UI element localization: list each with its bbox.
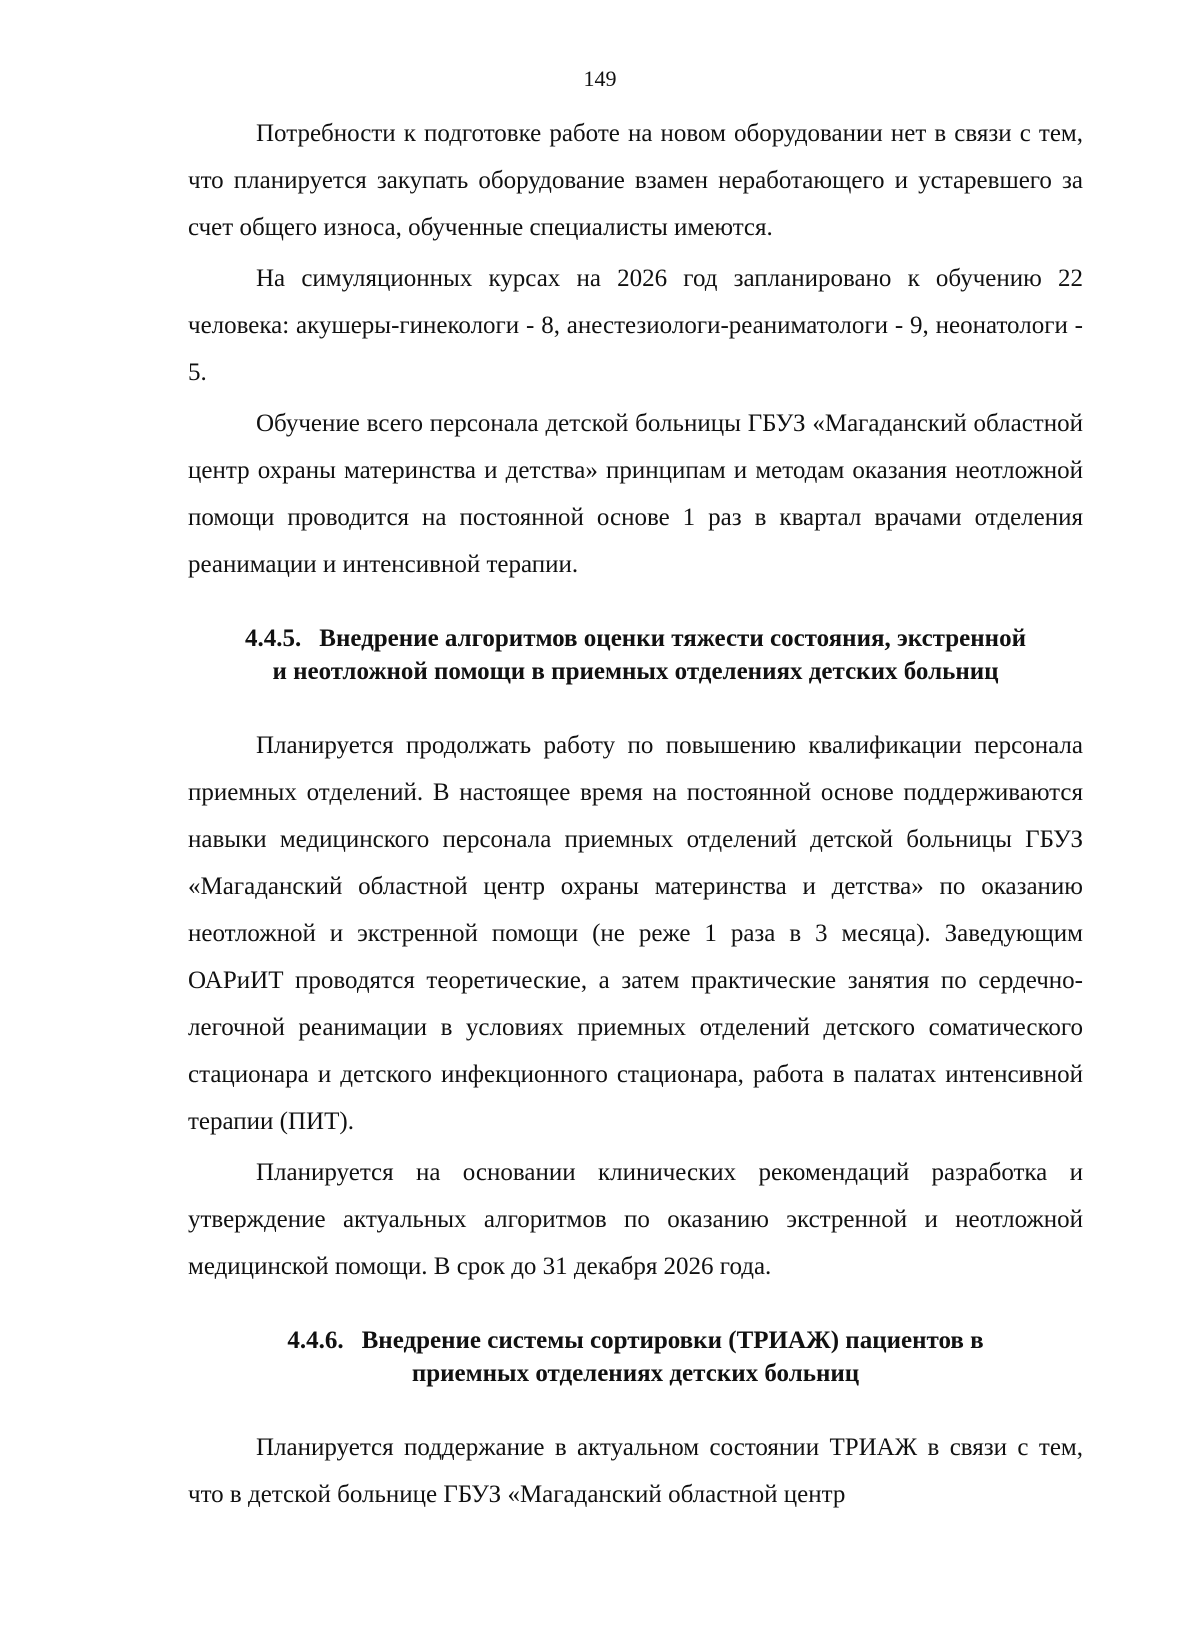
section-title-part-1: Внедрение системы сортировки (ТРИАЖ) пациентов в [361, 1327, 984, 1354]
paragraph-algorithms-approval: Планируется на основании клинических рекомендаций разработка и утверждение актуальных алгоритмов по оказанию экстренной и неотложной медицинской помощи. В срок до 31 декабря 2026 года. [188, 1159, 1083, 1280]
section-title-part-1: Внедрение алгоритмов оценки тяжести состояния, экстренной [319, 625, 1026, 652]
section-heading-4-4-6 [188, 1324, 1083, 1390]
section-heading-4-4-5 [188, 622, 1083, 688]
paragraph-staff-training: Обучение всего персонала детской больницы ГБУЗ «Магаданский областной центр охраны материнства и детства» принципам и методам оказания неотложной помощи проводится на постоянной основе 1 раз в квартал врачами отделения реанимации и интенсивной терапии. [188, 410, 1083, 578]
section-number: 4.4.5. [245, 625, 302, 652]
paragraph-qualification-work: Планируется продолжать работу по повышению квалификации персонала приемных отделений. В настоящее время на постоянной основе поддерживаются навыки медицинского персонала приемных отделений детской больницы ГБУЗ «Магаданский областной центр охраны материнства и детства» по оказанию неотложной и экстренной помощи (не реже 1 раза в 3 месяца). Заведующим ОАРиИТ проводятся теоретические, а затем практические занятия по сердечно-легочной реанимации в условиях приемных отделений детского соматического стационара и детского инфекционного стационара, работа в палатах интенсивной терапии (ПИТ). [188, 732, 1083, 1135]
paragraph-triage-support: Планируется поддержание в актуальном состоянии ТРИАЖ в связи с тем, что в детской больнице ГБУЗ «Магаданский областной центр [188, 1434, 1083, 1508]
paragraph-equipment-training: Потребности к подготовке работе на новом оборудовании нет в связи с тем, что планируется закупать оборудование взамен неработающего и устаревшего за счет общего износа, обученные специалисты имеются. [188, 120, 1083, 241]
page-number: 149 [583, 66, 617, 91]
section-title-part-2: и неотложной помощи в приемных отделениях детских больниц [272, 658, 999, 685]
section-heading-line-1 [188, 1324, 1083, 1357]
paragraph-simulation-courses: На симуляционных курсах на 2026 год запланировано к обучению 22 человека: акушеры-гинекологи - 8, анестезиологи-реаниматологи - 9, неонатологи - 5. [188, 265, 1083, 386]
section-title-part-2: приемных отделениях детских больниц [411, 1360, 860, 1387]
document-body [188, 110, 1083, 1522]
section-heading-line-1 [188, 622, 1083, 655]
section-number: 4.4.6. [287, 1327, 344, 1354]
